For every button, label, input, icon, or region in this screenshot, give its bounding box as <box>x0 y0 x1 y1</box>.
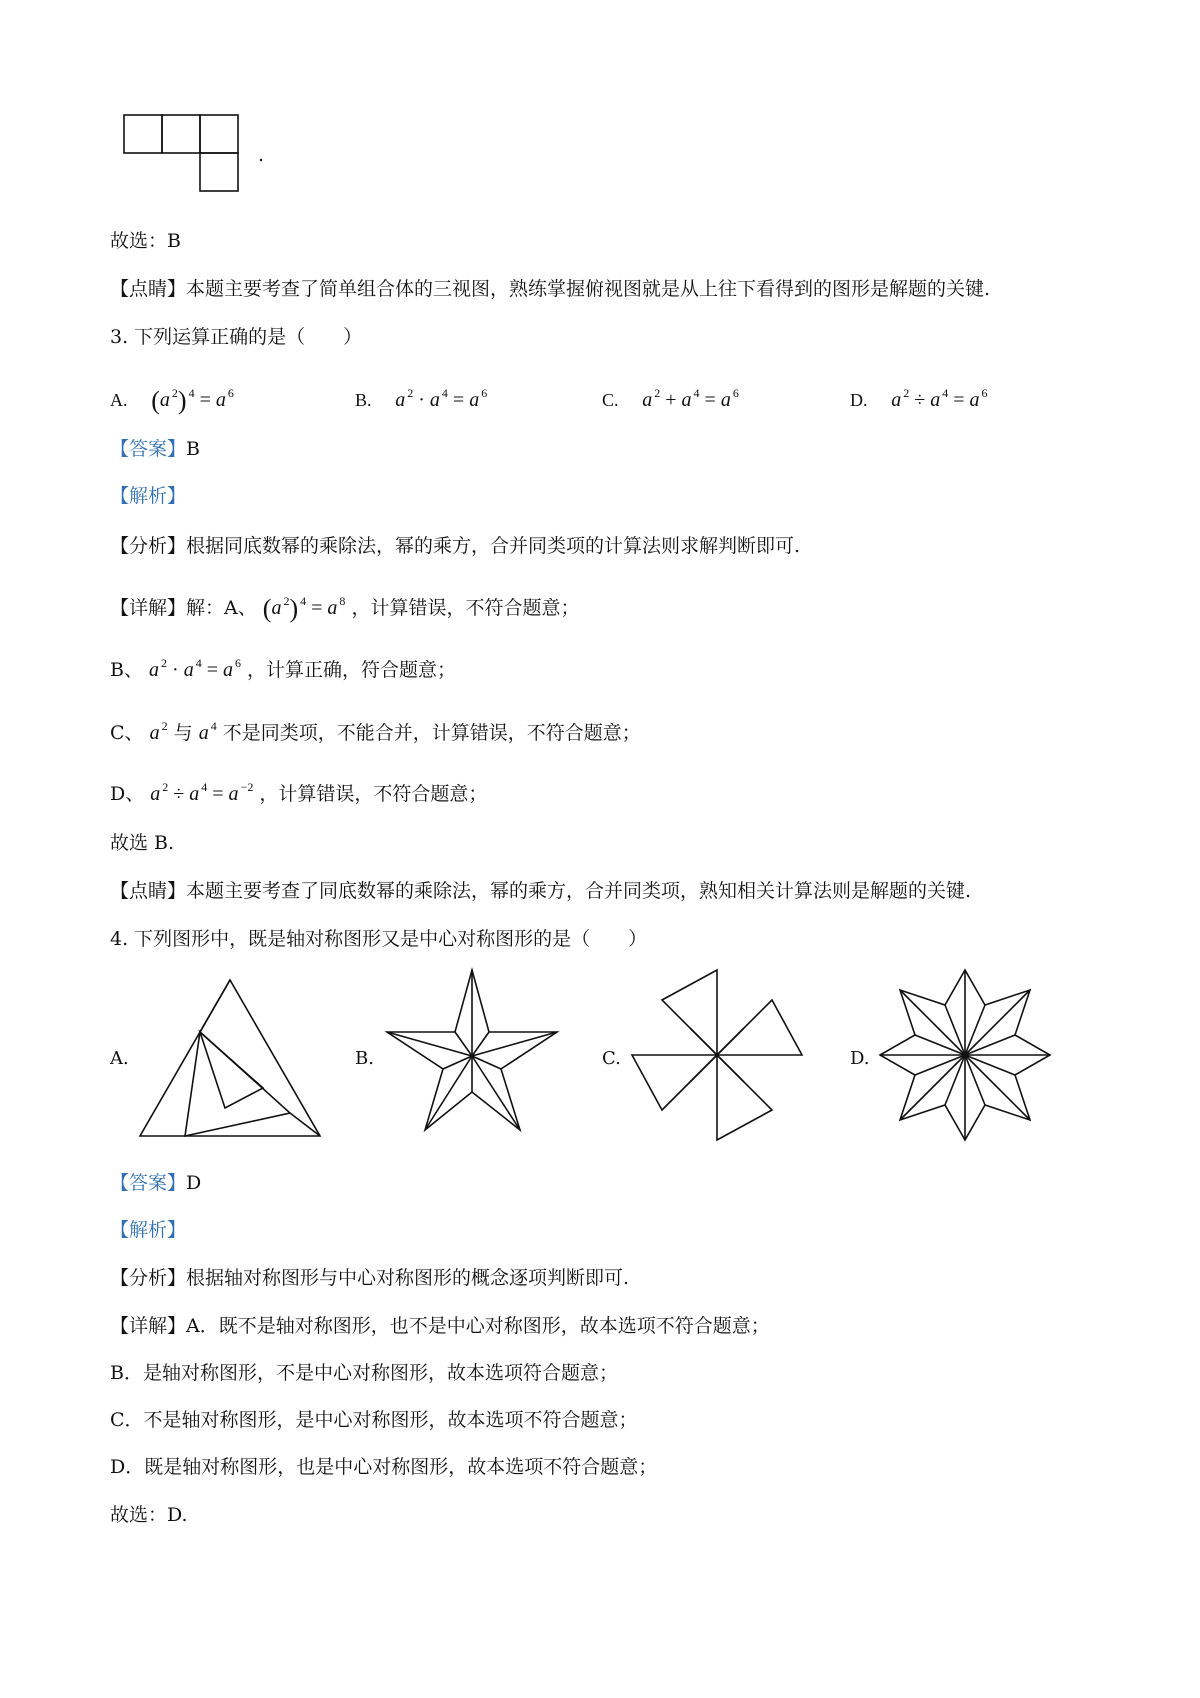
question-3-stem: 3. 下列运算正确的是（ ） <box>110 326 363 348</box>
xiangjie-lead: D、 <box>110 783 145 805</box>
answer-value: B <box>186 438 200 460</box>
q4-option-a-label: A. <box>110 1048 129 1069</box>
xiangjie-q3-d <box>110 772 487 809</box>
option-label: C. <box>602 390 619 410</box>
formula: (a $^2$) $^4$ = a $^6$ <box>151 386 234 415</box>
top-view-figure <box>124 115 264 195</box>
guxuan-q4: 故选：D. <box>110 1504 188 1526</box>
formula: a $^2$ + a $^4$ = a $^6$ <box>642 386 739 411</box>
xiangjie-lead: C、 <box>110 722 144 744</box>
xiangjie-q3-a <box>110 586 579 624</box>
xiangjie-text: 不是同类项，不能合并，计算错误，不符合题意； <box>222 722 641 744</box>
answer-value: D <box>186 1172 202 1194</box>
q4-figure-b <box>387 970 557 1140</box>
dianjing-q3: 【点睛】本题主要考查了同底数幂的乘除法，幂的乘方，合并同类项，熟知相关计算法则是解题的关键. <box>110 880 972 902</box>
inner-triangle <box>200 1032 263 1108</box>
xiangjie-text: ，计算错误，不符合题意； <box>259 783 488 805</box>
middle-triangle <box>185 1032 290 1136</box>
xiangjie-q3-c <box>110 711 641 748</box>
blade-top <box>662 970 717 1055</box>
fenxi-q4: 【分析】根据轴对称图形与中心对称图形的概念逐项判断即可. <box>110 1267 630 1289</box>
fenxi-q3: 【分析】根据同底数幂的乘除法，幂的乘方，合并同类项的计算法则求解判断即可. <box>110 535 801 557</box>
xiangjie-q4-b: B．是轴对称图形，不是中心对称图形，故本选项符合题意； <box>110 1362 618 1384</box>
formula: a $^2$ · a $^4$ = a $^6$ <box>395 386 488 411</box>
dianjing-q2: 【点睛】本题主要考查了简单组合体的三视图，熟练掌握俯视图就是从上往下看得到的图形是解题的关键. <box>110 278 991 300</box>
xiangjie-lead: 【详解】解：A、 <box>110 597 257 619</box>
xiangjie-text: ，计算错误，不符合题意； <box>351 597 580 619</box>
guxuan-q3: 故选 B. <box>110 832 175 854</box>
xiangjie-q4-a: 【详解】A．既不是轴对称图形，也不是中心对称图形，故本选项不符合题意； <box>110 1315 770 1337</box>
top-view-dot: . <box>258 144 265 166</box>
question-4-stem: 4. 下列图形中，既是轴对称图形又是中心对称图形的是（ ） <box>110 928 648 950</box>
jiexi-tag-q4: 【解析】 <box>110 1219 187 1241</box>
xiangjie-text: 与 <box>173 722 193 744</box>
formula: a $^2$ · a $^4$ = a $^6$ <box>149 656 241 681</box>
xiangjie-lead: B、 <box>110 659 143 681</box>
xiangjie-q4-c: C．不是轴对称图形，是中心对称图形，故本选项不符合题意； <box>110 1409 638 1431</box>
q4-option-d-label: D. <box>850 1048 870 1069</box>
option-label: D. <box>850 390 868 410</box>
xiangjie-text: ，计算正确，符合题意； <box>247 659 457 681</box>
answer-q3 <box>110 434 200 464</box>
q4-figure-d <box>880 970 1050 1140</box>
q3-option-b <box>355 378 487 416</box>
xiangjie-q3-b <box>110 648 456 685</box>
xiangjie-q4-d: D．既是轴对称图形，也是中心对称图形，故本选项不符合题意； <box>110 1456 658 1478</box>
formula: a $^2$ ÷ a $^4$ = a $^{-2}$ <box>150 780 254 805</box>
q3-option-a <box>110 378 234 416</box>
q3-option-d <box>850 378 988 416</box>
answer-tag: 【答案】 <box>110 438 187 460</box>
q4-option-c-label: C. <box>602 1048 621 1069</box>
formula: a $^2$ <box>149 719 168 744</box>
formula: a $^4$ <box>198 719 217 744</box>
option-label: A. <box>110 390 128 410</box>
q4-figure-a <box>140 980 320 1140</box>
formula: a $^2$ ÷ a $^4$ = a $^6$ <box>891 386 988 411</box>
jiexi-tag-q3: 【解析】 <box>110 485 187 507</box>
q4-option-b-label: B. <box>355 1048 374 1069</box>
q4-figure-c <box>632 970 802 1140</box>
q3-option-c <box>602 378 739 416</box>
answer-line-q2: 故选：B <box>110 230 181 252</box>
formula: (a $^2$) $^4$ = a $^8$ <box>262 594 346 623</box>
blade-bottom <box>717 1055 772 1140</box>
answer-tag: 【答案】 <box>110 1172 187 1194</box>
blade-left <box>632 1055 717 1110</box>
option-label: B. <box>355 390 372 410</box>
blade-right <box>717 1000 802 1055</box>
answer-q4 <box>110 1168 201 1198</box>
